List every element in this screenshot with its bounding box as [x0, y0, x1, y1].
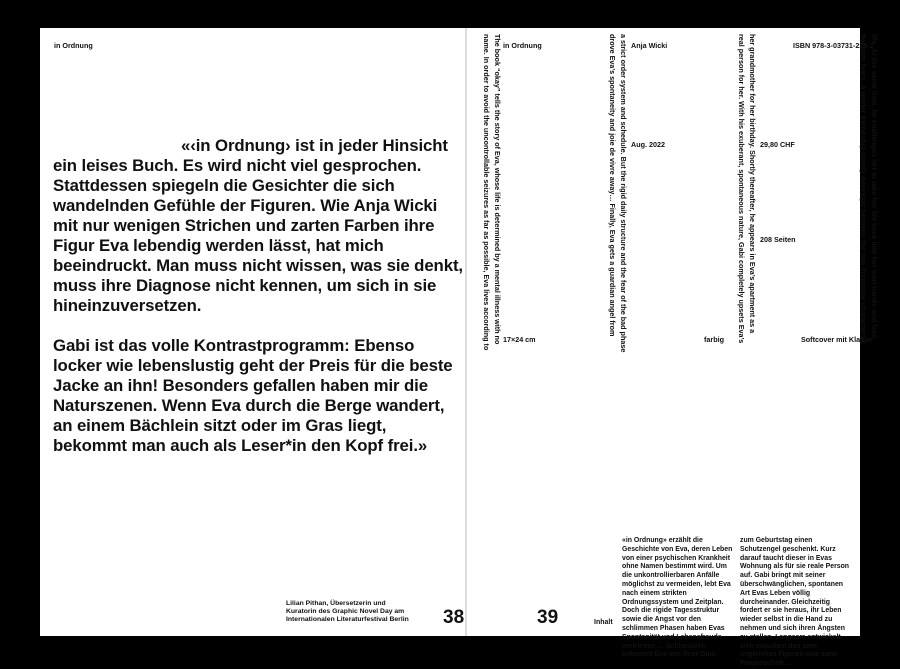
credit-line: Lilian Pithan, Übersetzerin und: [286, 600, 386, 607]
page-number-left: 38: [443, 607, 465, 628]
english-text: [736, 34, 758, 343]
quote-paragraph-2: Gabi ist das volle Kontrastprogramm: Ebenso locker wie lebenslustig geht der Preis für die beste Jacke an ihn! Besonders gefallen haben mir die Naturszenen. Wenn Eva durch die Berge wandert, an einem Bächlein sitzt oder im Gras liegt, bekommt man auch als Leser*in den Kopf frei.»: [53, 336, 453, 455]
english-line: name. In order to avoid the uncontrollable seizures as far as possible, Eva lives according to: [482, 34, 491, 351]
english-line: drove Eva’s spontaneity and joie de vivre away… Finally, Eva gets a guardian angel from: [608, 34, 617, 337]
meta-date: Aug. 2022: [631, 140, 665, 149]
english-line: her own fears. A tender friendship slowly develops between the two dissimilar characters…: [859, 34, 868, 347]
meta-size: 17×24 cm: [503, 335, 536, 344]
meta-price: 29,80 CHF: [760, 140, 795, 149]
english-line: a strict order system and schedule. But the rigid daily structure and the fear of the bad phase: [619, 34, 628, 353]
meta-author: Anja Wicki: [631, 41, 668, 50]
english-line: life. At the same time, he challenges her to take her life back into her own hands and face: [870, 34, 879, 339]
meta-binding: Softcover mit Klappe: [801, 335, 873, 344]
credit-line: Kuratorin des Graphic Novel Day am: [286, 608, 405, 616]
english-line: real person for her. With his exuberant, spontaneous nature, Gabi completely upsets Eva’s: [737, 34, 746, 344]
german-summary-column-1: «in Ordnung» erzählt die Geschichte von Eva, deren Leben von einer psychischen Krankheit ohne Namen bestimmt wird. Um die unkontrollierbaren Anfälle möglichst zu vermeiden, lebt Eva nach einem strikten Ordnungssystem und Zeitplan. Doch die rigide Tagesstruktur sowie die Angst vor den schlimmen Phasen haben Evas Spontanität und Lebensfreude vertrieben … Schliesslich bekommt Eva von ihrer Oma: [622, 537, 733, 659]
meta-title: in Ordnung: [503, 41, 542, 50]
english-text: [607, 34, 629, 352]
inhalt-label: Inhalt: [594, 619, 613, 626]
pull-quote: [53, 136, 463, 476]
meta-isbn: ISBN 978-3-03731-229-2: [793, 41, 874, 50]
quote-credit: [286, 600, 409, 625]
meta-pages: 208 Seiten: [760, 235, 796, 244]
credit-line: Internationalen Literaturfestival Berlin: [286, 616, 409, 624]
right-page: [467, 28, 879, 668]
english-text: [858, 34, 880, 346]
left-page: [40, 28, 465, 636]
german-summary-column-2: zum Geburtstag einen Schutzengel geschenkt. Kurz darauf taucht dieser in Evas Wohnung als für sie reale Person auf. Gabi bringt mit seiner überschwänglichen, spontanen Art Evas Leben völlig durcheinander. Gleichzeitig fordert er sie heraus, ihr Leben wieder selbst in die Hand zu nehmen und sich ihren Ängsten zu stellen. Langsam entwickelt sich zwischen den zwei ungleichen Figuren eine zarte Freundschaft …: [740, 537, 850, 668]
page-number-right: 39: [537, 607, 559, 628]
english-text: [481, 34, 503, 350]
english-line: her grandmother for her birthday. Shortly thereafter, he appears in Eva’s apartment as a: [748, 34, 757, 334]
quote-paragraph-1: «‹in Ordnung› ist in jeder Hinsicht ein leises Buch. Es wird nicht viel gesprochen. Stattdessen spiegeln die Gesichter die sich wandelnden Gefühle der Figuren. Wie Anja Wicki mit nur wenigen Strichen und zarten Farben ihre Figur Eva lebendig werden lässt, hat mich beeindruckt. Man muss nicht wissen, was sie denkt, muss ihre Diagnose nicht kennen, um sich in sie hineinzuversetzen.: [53, 136, 463, 315]
english-line: The book “okay” tells the story of Eva, whose life is determined by a mental illness with no: [493, 34, 502, 345]
running-head: in Ordnung: [54, 41, 93, 50]
meta-color: farbig: [704, 335, 724, 344]
